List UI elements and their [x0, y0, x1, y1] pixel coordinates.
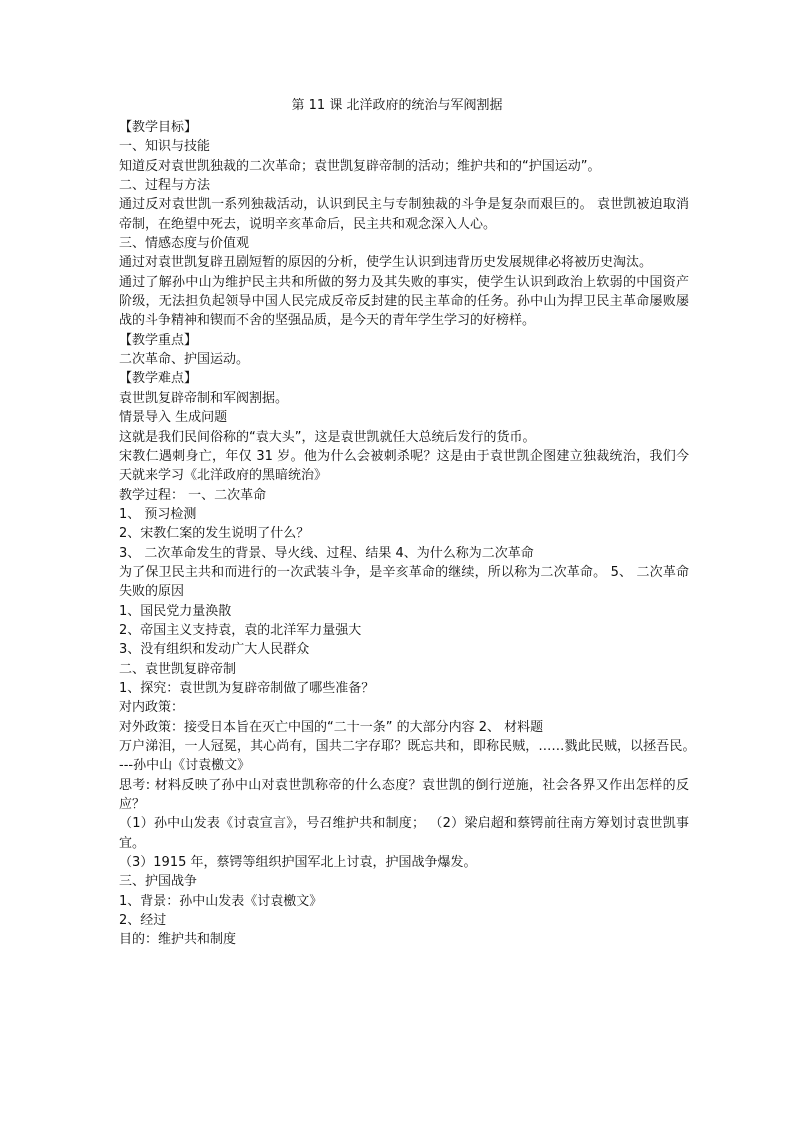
- page-title: 第 11 课 北洋政府的统治与军阀割据: [291, 98, 503, 113]
- paragraph: 目的：维护共和制度: [119, 932, 237, 948]
- paragraph: 对内政策：: [119, 700, 185, 716]
- paragraph: 【教学目标】: [119, 120, 198, 135]
- paragraph: （3）1915 年，蔡锷等组织护国军北上讨袁，护国战争爆发。: [119, 855, 477, 871]
- paragraph: 1、 预习检测: [119, 506, 197, 522]
- paragraph: 二次革命、护国运动。: [119, 352, 250, 368]
- paragraph: 情景导入 生成问题: [119, 410, 228, 426]
- paragraph: 1、探究：袁世凯为复辟帝制做了哪些准备？: [119, 680, 375, 696]
- paragraph: 教学过程： 一、二次革命: [119, 487, 267, 503]
- paragraph: 1、背景：孙中山发表《讨袁檄文》: [119, 893, 323, 909]
- paragraph: 2、经过: [119, 913, 167, 929]
- paragraph: 为了保卫民主共和而进行的一次武装斗争，是辛亥革命的继续，所以称为二次革命。 5、 二次革命失败的原因: [119, 564, 689, 600]
- paragraph: 通过反对袁世凯一系列独裁活动，认识到民主与专制独裁的斗争是复杂而艰巨的。 袁世凯被迫取消帝制，在绝望中死去，说明辛亥革命后，民主共和观念深入人心。: [119, 197, 689, 232]
- paragraph: 思考: 材料反映了孙中山对袁世凯称帝的什么态度？袁世凯的倒行逆施，社会各界又作出怎样的反应？: [119, 777, 689, 813]
- paragraph: 宋教仁遇刺身亡，年仅 31 岁。他为什么会被刺杀呢？这是由于袁世凯企图建立独裁统治，我们今天就来学习《北洋政府的黑暗统治》: [119, 448, 689, 484]
- paragraph: 袁世凯复辟帝制和军阀割据。: [119, 390, 289, 406]
- document-body: [119, 118, 729, 950]
- paragraph: 2、帝国主义支持袁，袁的北洋军力量强大: [119, 622, 362, 638]
- paragraph: 【教学重点】: [119, 332, 198, 348]
- paragraph: （1）孙中山发表《讨袁宣言》，号召维护共和制度； （2）梁启超和蔡锷前往南方筹划讨袁世凯事宜。: [119, 816, 689, 851]
- paragraph: 通过了解孙中山为维护民主共和所做的努力及其失败的事实，使学生认识到政治上软弱的中国资产阶级，无法担负起领导中国人民完成反帝反封建的民主革命的任务。孙中山为捍卫民主革命屡败屡战的斗争精神和锲而不舍的坚强品质，是今天的青年学生学习的好榜样。: [119, 274, 689, 329]
- paragraph: 这就是我们民间俗称的“袁大头”，这是袁世凯就任大总统后发行的货币。: [119, 429, 536, 445]
- paragraph: 二、袁世凯复辟帝制: [119, 661, 237, 677]
- paragraph: 三、护国战争: [119, 874, 198, 890]
- paragraph: 3、没有组织和发动广大人民群众: [119, 642, 310, 658]
- paragraph: 1、国民党力量涣散: [119, 603, 232, 619]
- paragraph: 一、知识与技能: [119, 139, 211, 155]
- paragraph: 万户涕泪，一人冠冕，其心尚有，国共二字存耶？既忘共和，即称民贼，……戮此民贼，以拯吾民。 ---孙中山《讨袁檄文》: [119, 739, 729, 774]
- paragraph: 二、过程与方法: [119, 178, 211, 194]
- paragraph: 【教学难点】: [119, 371, 198, 387]
- paragraph: 通过对袁世凯复辟丑剧短暂的原因的分析，使学生认识到违背历史发展规律必将被历史淘汰。: [119, 255, 653, 271]
- paragraph: 2、宋教仁案的发生说明了什么？: [119, 526, 310, 542]
- paragraph: 3、 二次革命发生的背景、导火线、过程、结果 4、为什么称为二次革命: [119, 545, 534, 561]
- paragraph: 对外政策：接受日本旨在灭亡中国的“二十一条” 的大部分内容 2、 材料题: [119, 719, 544, 735]
- paragraph: 三、情感态度与价值观: [119, 236, 250, 252]
- paragraph: 知道反对袁世凯独裁的二次革命；袁世凯复辟帝制的活动；维护共和的“护国运动”。: [119, 158, 601, 174]
